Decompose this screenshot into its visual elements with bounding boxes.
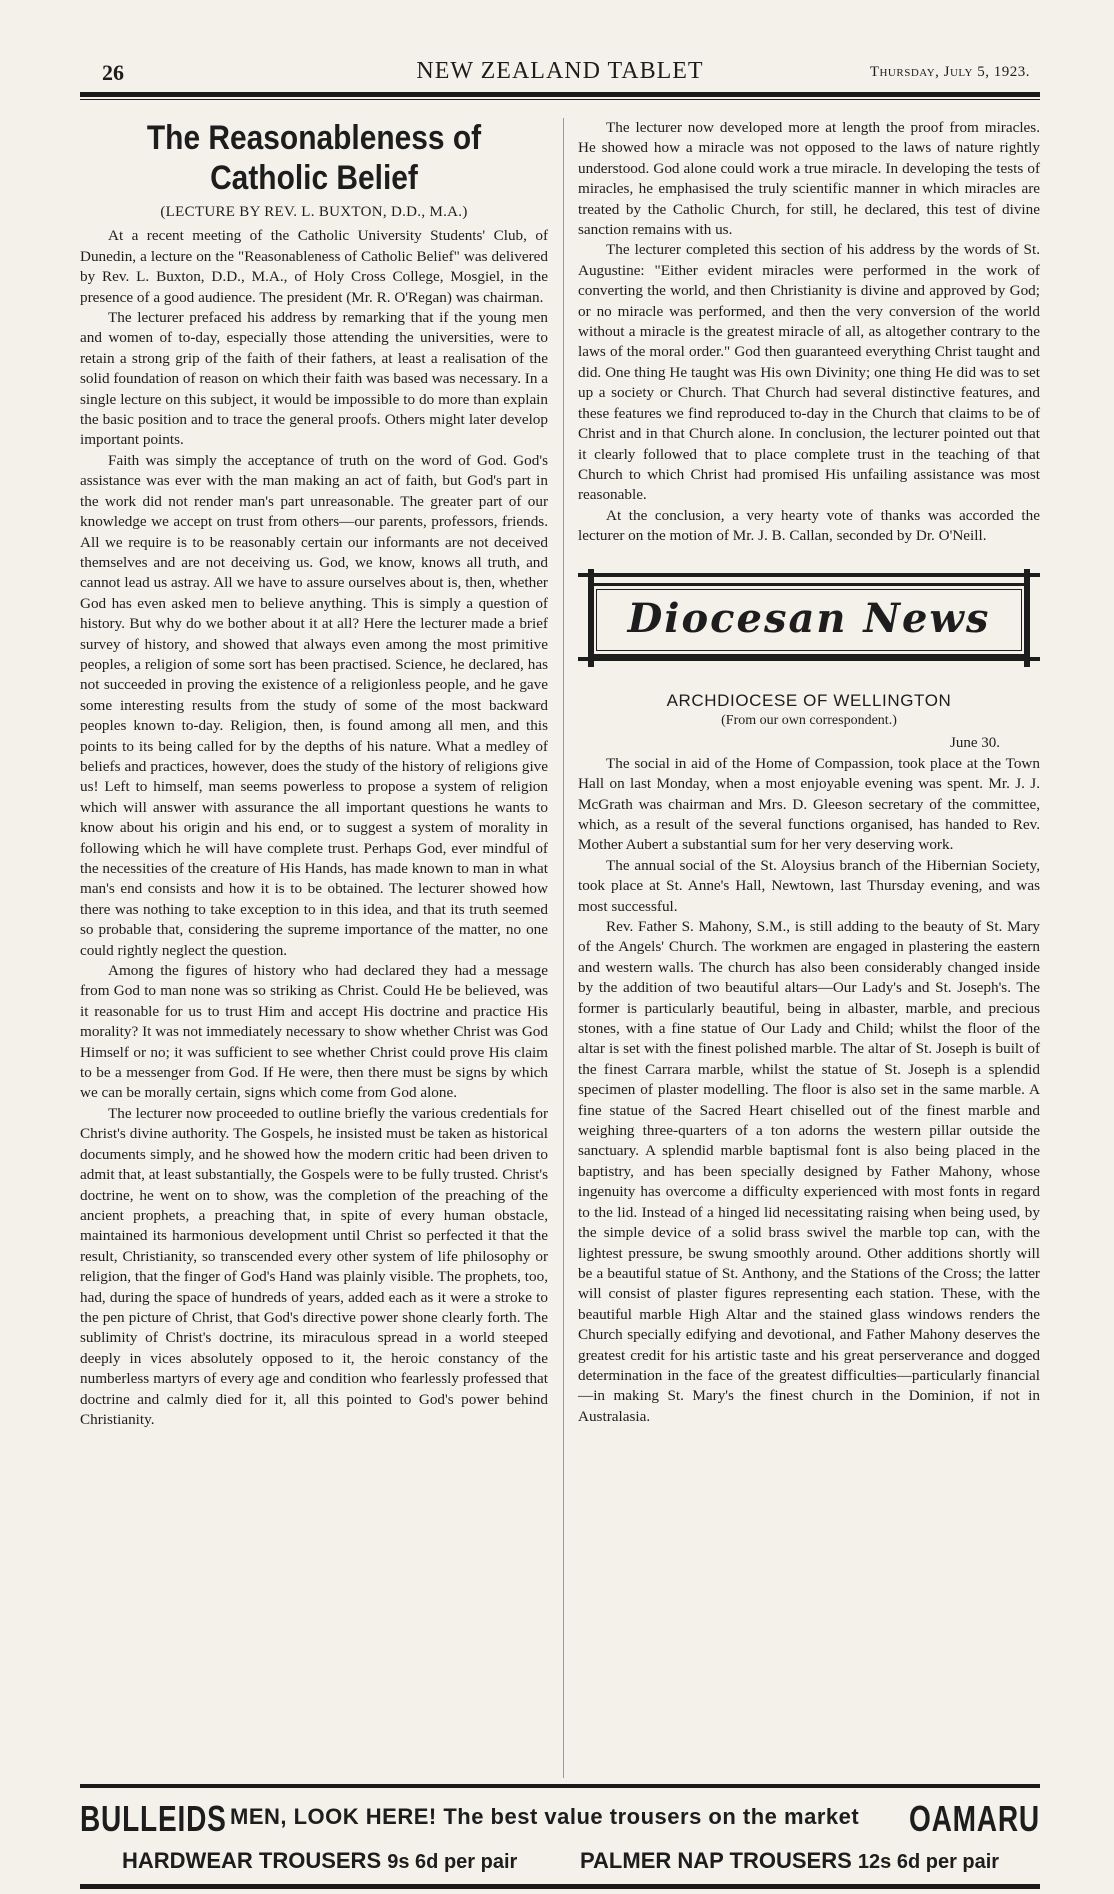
issue-date: Thursday, July 5, 1923. bbox=[869, 64, 1030, 80]
left-column bbox=[80, 118, 548, 1430]
source-note: (From our own correspondent.) bbox=[721, 712, 897, 728]
ad-offer-left bbox=[122, 1848, 517, 1874]
ad-bottom-rule bbox=[80, 1884, 1040, 1889]
news-paragraph: The annual social of the St. Aloysius branch of the Hibernian Society, took place at St. Anne's Hall, Newtown, last Thursday evening, and was most successful. bbox=[578, 856, 1040, 915]
banner-rod-top bbox=[578, 573, 1040, 577]
article-paragraph: At the conclusion, a very hearty vote of thanks was accorded the lecturer on the motion of Mr. J. B. Callan, seconded by Dr. O'Neill. bbox=[578, 506, 1040, 545]
page-number: 26 bbox=[102, 60, 124, 85]
ad-offer-left-price: 9s 6d per pair bbox=[387, 1851, 518, 1873]
header-rule-thin bbox=[80, 99, 1040, 100]
advertisement bbox=[80, 1798, 1040, 1888]
masthead: NEW ZEALAND TABLET bbox=[416, 58, 704, 84]
article-title: The Reasonableness of Catholic Belief bbox=[146, 119, 482, 197]
article-paragraph: The lecturer completed this section of his address by the words of St. Augustine: "Either evident miracles were performed in the work of converting the world, and then Christianity is divine and approved by God; or no miracle was performed, and then the very conversion of the world without a miracle is the greatest miracle of all, as altogether contrary to the laws of the moral order." God then guaranteed everything Christ taught and did. One thing He taught was His own Divinity; one thing He did was to set up a society or Church. That Church had several distinctive features, and these features we find reproduced to-day in the Church that claims to be of Christ and in that Church alone. In conclusion, the lecturer pointed out that it clearly followed that to place complete trust in the teaching of that Church to which Christ had promised His unfailing assistance was most reasonable. bbox=[578, 241, 1040, 504]
ad-offer-right bbox=[580, 1848, 999, 1874]
banner-title: Diocesan News bbox=[627, 595, 991, 643]
article-byline: (LECTURE BY REV. L. BUXTON, D.D., M.A.) bbox=[160, 204, 468, 220]
news-paragraph: The social in aid of the Home of Compassion, took place at the Town Hall on last Monday, when a most enjoyable evening was spent. Mr. J. J. McGrath was chairman and Mrs. D. Gleeson secretary of the committee, which, as a result of the several functions organised, has handed to Rev. Mother Aubert a substantial sum for her very deserving work. bbox=[578, 754, 1040, 854]
article-paragraph: The lecturer now developed more at length the proof from miracles. He showed how a miracle was not opposed to the laws of nature rightly understood. God alone could work a true miracle. In developing the tests of miracles, he emphasised the truly scientific manner in which miracles are treated by the Catholic Church, for still, he declared, this test of divine sanction remains with us. bbox=[578, 119, 1040, 239]
right-column bbox=[578, 118, 1040, 1427]
article-paragraph: The lecturer prefaced his address by remarking that if the young men and women of to-day, especially those attending the universities, were to retain a strong grip of the faith of their fathers, at least a realisation of the solid foundation of reason on which their faith was based was necessary. In a single lecture on this subject, it would be impossible to do more than explain the basic position and to trace the general proofs. Others might later develop important points. bbox=[80, 309, 549, 449]
dateline: June 30. bbox=[950, 735, 1000, 752]
banner-rod-bottom bbox=[578, 657, 1040, 661]
ad-top-rule bbox=[80, 1784, 1040, 1788]
ad-brand-right: OAMARU bbox=[908, 1798, 1040, 1839]
ad-headline: MEN, LOOK HERE! The best value trousers on the market bbox=[230, 1804, 860, 1829]
banner-frame bbox=[590, 583, 1028, 657]
header-rule bbox=[80, 92, 1040, 97]
ad-offer-left-name: HARDWEAR TROUSERS bbox=[122, 1848, 382, 1873]
article-paragraph: Among the figures of history who had declared they had a message from God to man none was so striking as Christ. Could He be believed, was it reasonable for us to trust Him and accept His doctrine and practice His morality? It was not immediately necessary to show whether Christ was God Himself or no; it was sufficient to see whether Christ could prove His claim to be a messenger from God. If He were, then there must be signs by which we can be morally certain, signs which come from God alone. bbox=[80, 962, 548, 1102]
ad-offer-right-name: PALMER NAP TROUSERS bbox=[580, 1848, 852, 1873]
article-paragraph: At a recent meeting of the Catholic University Students' Club, of Dunedin, a lecture on the "Reasonableness of Catholic Belief" was delivered by Rev. L. Buxton, D.D., M.A., of Holy Cross College, Mosgiel, in the presence of a good audience. The president (Mr. R. O'Regan) was chairman. bbox=[80, 227, 548, 306]
section-title: ARCHDIOCESE OF WELLINGTON bbox=[666, 690, 952, 710]
diocesan-news-banner bbox=[578, 569, 1040, 679]
article-paragraph: Faith was simply the acceptance of truth on the word of God. God's assistance was ever with the man making an act of faith, but God's part in the work did not render man's part unreasonable. The greater part of our knowledge we accept on trust from others—our parents, professors, friends. All we require is to be reasonably certain our informants are not deceived themselves and are not deceiving us. God, we know, knows all truth, and cannot lead us astray. All we have to assure ourselves about is, then, whether God has even asked men to believe anything. This is simply a question of history. But why do we bother about it at all? Here the lecturer made a brief survey of history, and showed that always even among the most primitive peoples, a religion of some sort has been practised. Science, he declared, has not succeeded in proving the existence of a religionless people, and he gave some interesting results from the study of some of the most backward peoples known to-day. Religion, then, is found among all men, and this points to its being called for by the depths of his nature. What a medley of beliefs and practices, however, does the study of the history of religions give us! Left to himself, man seems powerless to propose a system of religion which will answer with assurance the all important questions he wants to know about his origin and his end, or to suggest a system of morality in following which he will have complete trust. Perhaps God, ever mindful of the necessities of the creature of His Hands, has made known to man in what man's end consists and how it is to be obtained. The lecturer showed how there was nothing to take exception to in this idea, and that its truth seemed so probable that, considering the supreme importance of the matter, no one could rightly neglect the question. bbox=[80, 451, 548, 959]
ad-offer-right-price: 12s 6d per pair bbox=[857, 1851, 1000, 1873]
column-divider bbox=[563, 118, 564, 1778]
newspaper-page bbox=[80, 58, 1040, 1890]
news-paragraph: Rev. Father S. Mahony, S.M., is still adding to the beauty of St. Mary of the Angels' Church. The workmen are engaged in plastering the eastern and western walls. The church has also been considerably changed inside by the addition of two beautiful altars—Our Lady's and St. Joseph's. The former is particularly beautiful, being in albaster, marble, and precious stones, with a fine statue of Our Lady and Child; whilst the floor of the altar is set with the finest polished marble. The altar of St. Joseph is built of the finest Carrara marble, whilst the statue of St. Joseph is a splendid specimen of plaster modelling. The floor is also set in the same marble. A fine statue of the Sacred Heart chiselled out of the finest marble and weighing three-quarters of a ton adorns the western pillar outside the sanctuary. A splendid marble baptismal font is also being placed in the baptistry, and has been specially designed by Father Mahony, whose ingenuity has overcome a difficulty experienced with most fonts in regard to the lid. Instead of a hinged lid necessitating raising when being used, by the simple device of a solid brass swivel the marble top can, with the lightest pressure, be swung smoothly around. Other additions shortly will be a beautiful statue of St. Anthony, and the Stations of the Cross; the latter will consist of plaster figures representing each station. These, with the beautiful marble High Altar and the stained glass windows renders the Church specially edifying and devotional, and Father Mahony deserves the greatest credit for his artistic taste and his great perserverance and dogged determination in the face of the greatest difficulties—particularly financial—in making St. Mary's the finest church in the Dominion, if not in Australasia. bbox=[578, 918, 1040, 1425]
ad-brand-left: BULLEIDS bbox=[80, 1798, 227, 1839]
page-header bbox=[80, 58, 1040, 86]
article-paragraph: The lecturer now proceeded to outline briefly the various credentials for Christ's divine authority. The Gospels, he insisted must be taken as historical documents simply, and he showed how the modern critic had been driven to admit that, at least substantially, the Gospels were to be fully trusted. Christ's doctrine, he went on to show, was the completion of the preaching of the ancient prophets, a preaching that, in spite of every human obstacle, maintained its harmonious development until Christ so perfected it that the result, Christianity, so transcended every other system of life philosophy or religion, that the finger of God's Hand was plainly visible. The prophets, too, had, during the space of hundreds of years, added each as it were a stroke to the pen picture of Christ, that God's directive power shone clearly forth. The sublimity of Christ's doctrine, its miraculous spread in a world steeped deeply in vices absolutely opposed to it, the heroic constancy of the numberless martyrs of every age and condition who fearlessly professed that doctrine and calmly died for it, all this pointed to God's power behind Christianity. bbox=[80, 1104, 548, 1428]
